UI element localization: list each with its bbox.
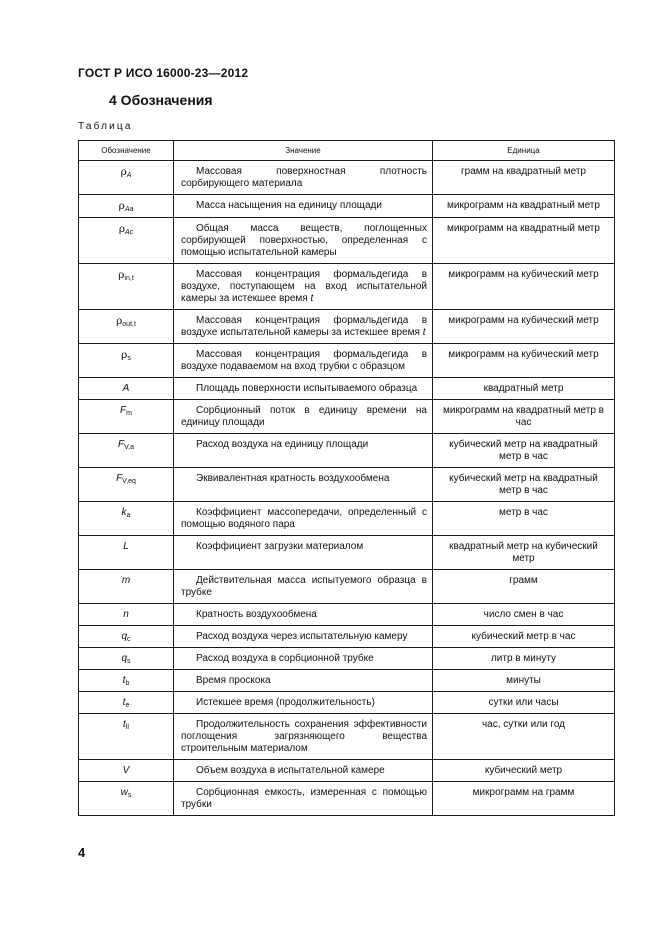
symbol-subscript: s (127, 658, 131, 665)
symbol-subscript: Ac (125, 229, 134, 236)
value-cell (174, 195, 433, 218)
value-text (181, 315, 427, 339)
value-cell (174, 344, 433, 378)
symbol-cell (79, 195, 174, 218)
symbol-cell (79, 714, 174, 760)
value-cell (174, 400, 433, 434)
unit-cell: грамм (433, 570, 615, 604)
value-variable: t (310, 293, 314, 304)
value-description: Масса насыщения на единицу площади (196, 200, 382, 211)
value-text (181, 697, 427, 709)
value-cell (174, 782, 433, 816)
symbol-cell (79, 536, 174, 570)
page-number: 4 (78, 845, 86, 860)
symbol-subscript: s (127, 792, 132, 799)
value-cell (174, 626, 433, 648)
unit-cell: грамм на квадратный метр (433, 161, 615, 195)
symbol-main: q (121, 653, 128, 664)
symbols-table (78, 140, 615, 816)
value-text (181, 439, 427, 451)
unit-cell: микрограмм на квадратный метр (433, 195, 615, 218)
value-text (181, 223, 427, 259)
table-row (79, 468, 615, 502)
table-row (79, 782, 615, 816)
value-text (181, 719, 427, 755)
value-cell (174, 670, 433, 692)
table-row (79, 161, 615, 195)
symbol-main: ρ (118, 200, 125, 212)
symbol-main: w (120, 787, 128, 798)
symbol-cell (79, 310, 174, 344)
unit-cell: микрограмм на квадратный метр (433, 218, 615, 264)
symbol-main: A (122, 383, 130, 394)
value-text (181, 787, 427, 811)
value-cell (174, 714, 433, 760)
unit-cell: минуты (433, 670, 615, 692)
value-text (181, 675, 427, 687)
unit-cell: кубический метр в час (433, 626, 615, 648)
value-cell (174, 218, 433, 264)
table-row (79, 604, 615, 626)
value-description: Расход воздуха на единицу площади (196, 439, 369, 450)
symbol-cell (79, 626, 174, 648)
table-row (79, 264, 615, 310)
value-text (181, 653, 427, 665)
value-description: Объем воздуха в испытательной камере (196, 765, 385, 776)
value-cell (174, 570, 433, 604)
table-caption: Таблица (78, 121, 133, 132)
unit-cell: микрограмм на кубический метр (433, 344, 615, 378)
value-cell (174, 604, 433, 626)
unit-cell: кубический метр на квадратный метр в час (433, 468, 615, 502)
symbol-subscript: m (126, 410, 132, 417)
symbol-cell (79, 670, 174, 692)
symbol-subscript: Aa (124, 206, 134, 213)
symbol-main: F (118, 439, 125, 450)
symbol-main: t (122, 675, 126, 686)
value-text (181, 405, 427, 429)
symbol-main: t (123, 719, 126, 730)
table-row (79, 648, 615, 670)
symbol-cell (79, 502, 174, 536)
table-row (79, 400, 615, 434)
symbol-cell (79, 782, 174, 816)
symbol-cell (79, 344, 174, 378)
value-description: Сорбционный поток в единицу времени на единицу площади (181, 405, 427, 428)
value-text (181, 609, 427, 621)
value-cell (174, 692, 433, 714)
value-description: Массовая концентрация формальдегида в воздухе испытательной камеры за истекшее время (181, 315, 427, 338)
symbol-main: V (122, 765, 130, 776)
table-row (79, 760, 615, 782)
header-symbol: Обозначение (79, 141, 174, 161)
symbol-cell (79, 378, 174, 400)
unit-cell: число смен в час (433, 604, 615, 626)
symbol-subscript: a (126, 512, 131, 519)
symbol-cell (79, 468, 174, 502)
table-row (79, 434, 615, 468)
value-description: Время проскока (196, 675, 271, 686)
symbol-subscript: A (126, 172, 132, 179)
symbol-main: F (120, 405, 127, 416)
value-text (181, 269, 427, 305)
symbol-main: ρ (116, 315, 123, 327)
value-text (181, 383, 427, 395)
value-cell (174, 434, 433, 468)
table-row (79, 714, 615, 760)
table-row (79, 536, 615, 570)
table-row (79, 344, 615, 378)
symbol-subscript: V,eq (122, 478, 136, 485)
value-cell (174, 648, 433, 670)
value-description: Площадь поверхности испытываемого образца (196, 383, 418, 394)
symbol-main: ρ (120, 166, 127, 178)
symbol-subscript: V,a (124, 444, 134, 451)
symbol-subscript: ll (125, 724, 129, 731)
symbol-cell (79, 161, 174, 195)
value-description: Общая масса веществ, поглощенных сорбирующей поверхностью, определенная с помощью испытательной камеры (181, 223, 427, 258)
value-text (181, 349, 427, 373)
symbol-cell (79, 692, 174, 714)
unit-cell: микрограмм на квадратный метр в час (433, 400, 615, 434)
symbol-main: q (121, 631, 128, 642)
symbol-main: ρ (118, 223, 125, 235)
symbol-subscript: in,t (124, 275, 134, 282)
value-text (181, 507, 427, 531)
header-unit: Единица (433, 141, 615, 161)
value-cell (174, 536, 433, 570)
symbol-main: k (121, 507, 127, 518)
unit-cell: квадратный метр на кубический метр (433, 536, 615, 570)
value-description: Расход воздуха в сорбционной трубке (196, 653, 374, 664)
symbol-cell (79, 604, 174, 626)
table-row (79, 670, 615, 692)
table-row (79, 502, 615, 536)
symbol-cell (79, 648, 174, 670)
value-variable: t (422, 327, 426, 338)
value-cell (174, 378, 433, 400)
symbol-cell (79, 570, 174, 604)
table-row (79, 692, 615, 714)
value-text (181, 631, 427, 643)
value-description: Массовая концентрация формальдегида в воздухе подаваемом на вход трубки с образцом (181, 349, 427, 372)
table-header-row (79, 141, 615, 161)
unit-cell: метр в час (433, 502, 615, 536)
value-description: Коэффициент загрузки материалом (196, 541, 364, 552)
value-cell (174, 760, 433, 782)
table-row (79, 310, 615, 344)
symbol-main: n (123, 609, 129, 620)
symbol-main: L (123, 541, 129, 552)
symbol-subscript: b (125, 680, 130, 687)
unit-cell: сутки или часы (433, 692, 615, 714)
symbol-main: m (121, 575, 131, 586)
symbol-cell (79, 760, 174, 782)
symbol-cell (79, 434, 174, 468)
value-cell (174, 161, 433, 195)
unit-cell: микрограмм на кубический метр (433, 310, 615, 344)
value-description: Эквивалентная кратность воздухообмена (196, 473, 390, 484)
section-title: 4 Обозначения (109, 92, 213, 108)
table-row (79, 218, 615, 264)
table-row (79, 195, 615, 218)
table-row (79, 570, 615, 604)
value-text (181, 473, 427, 485)
symbol-subscript: out,t (122, 321, 136, 328)
symbol-cell (79, 218, 174, 264)
value-cell (174, 468, 433, 502)
symbol-cell (79, 264, 174, 310)
value-description: Коэффициент массопередачи, определенный с помощью водяного пара (181, 507, 427, 530)
symbol-main: ρ (121, 349, 128, 361)
value-description: Действительная масса испытуемого образца в трубке (181, 575, 427, 598)
unit-cell: кубический метр на квадратный метр в час (433, 434, 615, 468)
table-row (79, 626, 615, 648)
value-description: Расход воздуха через испытательную камеру (196, 631, 408, 642)
value-description: Истекшее время (продолжительность) (196, 697, 375, 708)
symbol-main: t (122, 697, 126, 708)
symbol-subscript: s (127, 355, 131, 362)
symbol-subscript: c (127, 636, 131, 643)
table-row (79, 378, 615, 400)
unit-cell: микрограмм на кубический метр (433, 264, 615, 310)
table-body (79, 161, 615, 816)
unit-cell: литр в минуту (433, 648, 615, 670)
symbol-subscript: e (125, 702, 130, 709)
symbol-main: F (116, 473, 123, 484)
value-text (181, 200, 427, 212)
value-text (181, 541, 427, 553)
value-text (181, 765, 427, 777)
value-description: Сорбционная емкость, измеренная с помощью трубки (181, 787, 427, 810)
value-text (181, 575, 427, 599)
unit-cell: кубический метр (433, 760, 615, 782)
value-text (181, 166, 427, 190)
unit-cell: час, сутки или год (433, 714, 615, 760)
value-cell (174, 264, 433, 310)
value-description: Кратность воздухообмена (196, 609, 317, 620)
unit-cell: микрограмм на грамм (433, 782, 615, 816)
value-description: Массовая концентрация формальдегида в воздухе, поступающем на вход испытательной камеры за истекшее время (181, 269, 427, 304)
value-cell (174, 310, 433, 344)
value-description: Продолжительность сохранения эффективности поглощения загрязняющего вещества строительным материалом (181, 719, 427, 754)
symbol-cell (79, 400, 174, 434)
document-header: ГОСТ Р ИСО 16000-23—2012 (78, 66, 249, 80)
value-description: Массовая поверхностная плотность сорбирующего материала (181, 166, 427, 189)
symbol-main: ρ (118, 269, 125, 281)
header-value: Значение (174, 141, 433, 161)
value-cell (174, 502, 433, 536)
unit-cell: квадратный метр (433, 378, 615, 400)
